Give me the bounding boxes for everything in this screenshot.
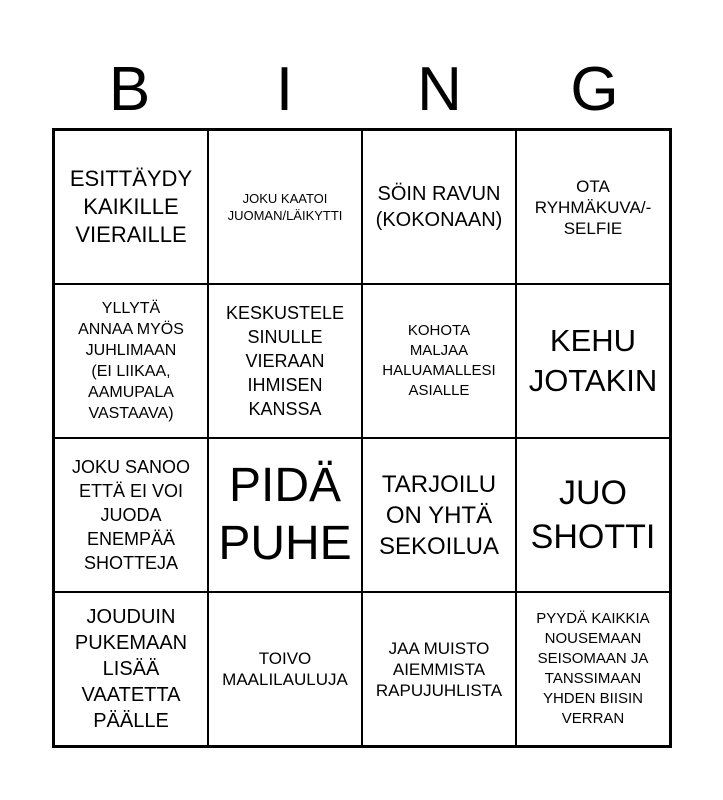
cell-text: KOHOTA MALJAA HALUAMALLESI ASIALLE <box>382 322 496 399</box>
cell-text: OTA RYHMÄKUVA/- SELFIE <box>534 176 652 238</box>
bingo-cell[interactable] <box>54 130 208 284</box>
cell-text: JOKU SANOO ETTÄ EI VOI JUODA ENEMPÄÄ SHOTTEJA <box>71 457 191 573</box>
bingo-cell[interactable] <box>362 284 516 438</box>
cell-text: KESKUSTELE SINULLE VIERAAN IHMISEN KANSSA <box>225 303 345 419</box>
bingo-cell[interactable] <box>208 284 362 438</box>
bingo-grid <box>52 128 672 748</box>
bingo-cell[interactable] <box>208 592 362 746</box>
cell-text: TOIVO MAALILAULUJA <box>222 649 348 689</box>
bingo-cell[interactable] <box>516 438 670 592</box>
bingo-header <box>52 52 672 128</box>
cell-text: SÖIN RAVUN (KOKONAAN) <box>375 183 503 231</box>
bingo-cell[interactable] <box>362 592 516 746</box>
bingo-cell[interactable] <box>54 592 208 746</box>
bingo-cell[interactable] <box>362 438 516 592</box>
bingo-cell[interactable] <box>516 130 670 284</box>
cell-text: ESITTÄYDY KAIKILLE VIERAILLE <box>69 166 193 247</box>
cell-text: TARJOILU ON YHTÄ SEKOILUA <box>378 470 500 560</box>
bingo-cell[interactable] <box>516 592 670 746</box>
cell-text: JUO SHOTTI <box>530 474 656 556</box>
bingo-cell[interactable] <box>208 438 362 592</box>
bingo-cell[interactable] <box>54 438 208 592</box>
cell-text: KEHU JOTAKIN <box>528 323 658 398</box>
cell-text: JAA MUISTO AIEMMISTA RAPUJUHLISTA <box>375 638 503 700</box>
bingo-cell[interactable] <box>362 130 516 284</box>
header-letter-n: N <box>417 55 462 124</box>
header-letter-i: I <box>275 55 294 124</box>
cell-text: YLLYTÄ ANNAA MYÖS JUHLIMAAN (EI LIIKAA, AAMUPALA VASTAAVA) <box>78 300 184 422</box>
cell-text: JOKU KAATOI JUOMAN/LÄIKYTTI <box>227 191 343 223</box>
header-letter-b: B <box>108 55 151 124</box>
bingo-cell[interactable] <box>54 284 208 438</box>
cell-text: PIDÄ PUHE <box>218 459 352 570</box>
bingo-cell[interactable] <box>208 130 362 284</box>
header-letter-g: G <box>570 55 619 124</box>
bingo-cell[interactable] <box>516 284 670 438</box>
cell-text: JOUDUIN PUKEMAAN LISÄÄ VAATETTA PÄÄLLE <box>74 606 188 732</box>
cell-text: PYYDÄ KAIKKIA NOUSEMAAN SEISOMAAN JA TANSSIMAAN YHDEN BIISIN VERRAN <box>536 610 650 727</box>
